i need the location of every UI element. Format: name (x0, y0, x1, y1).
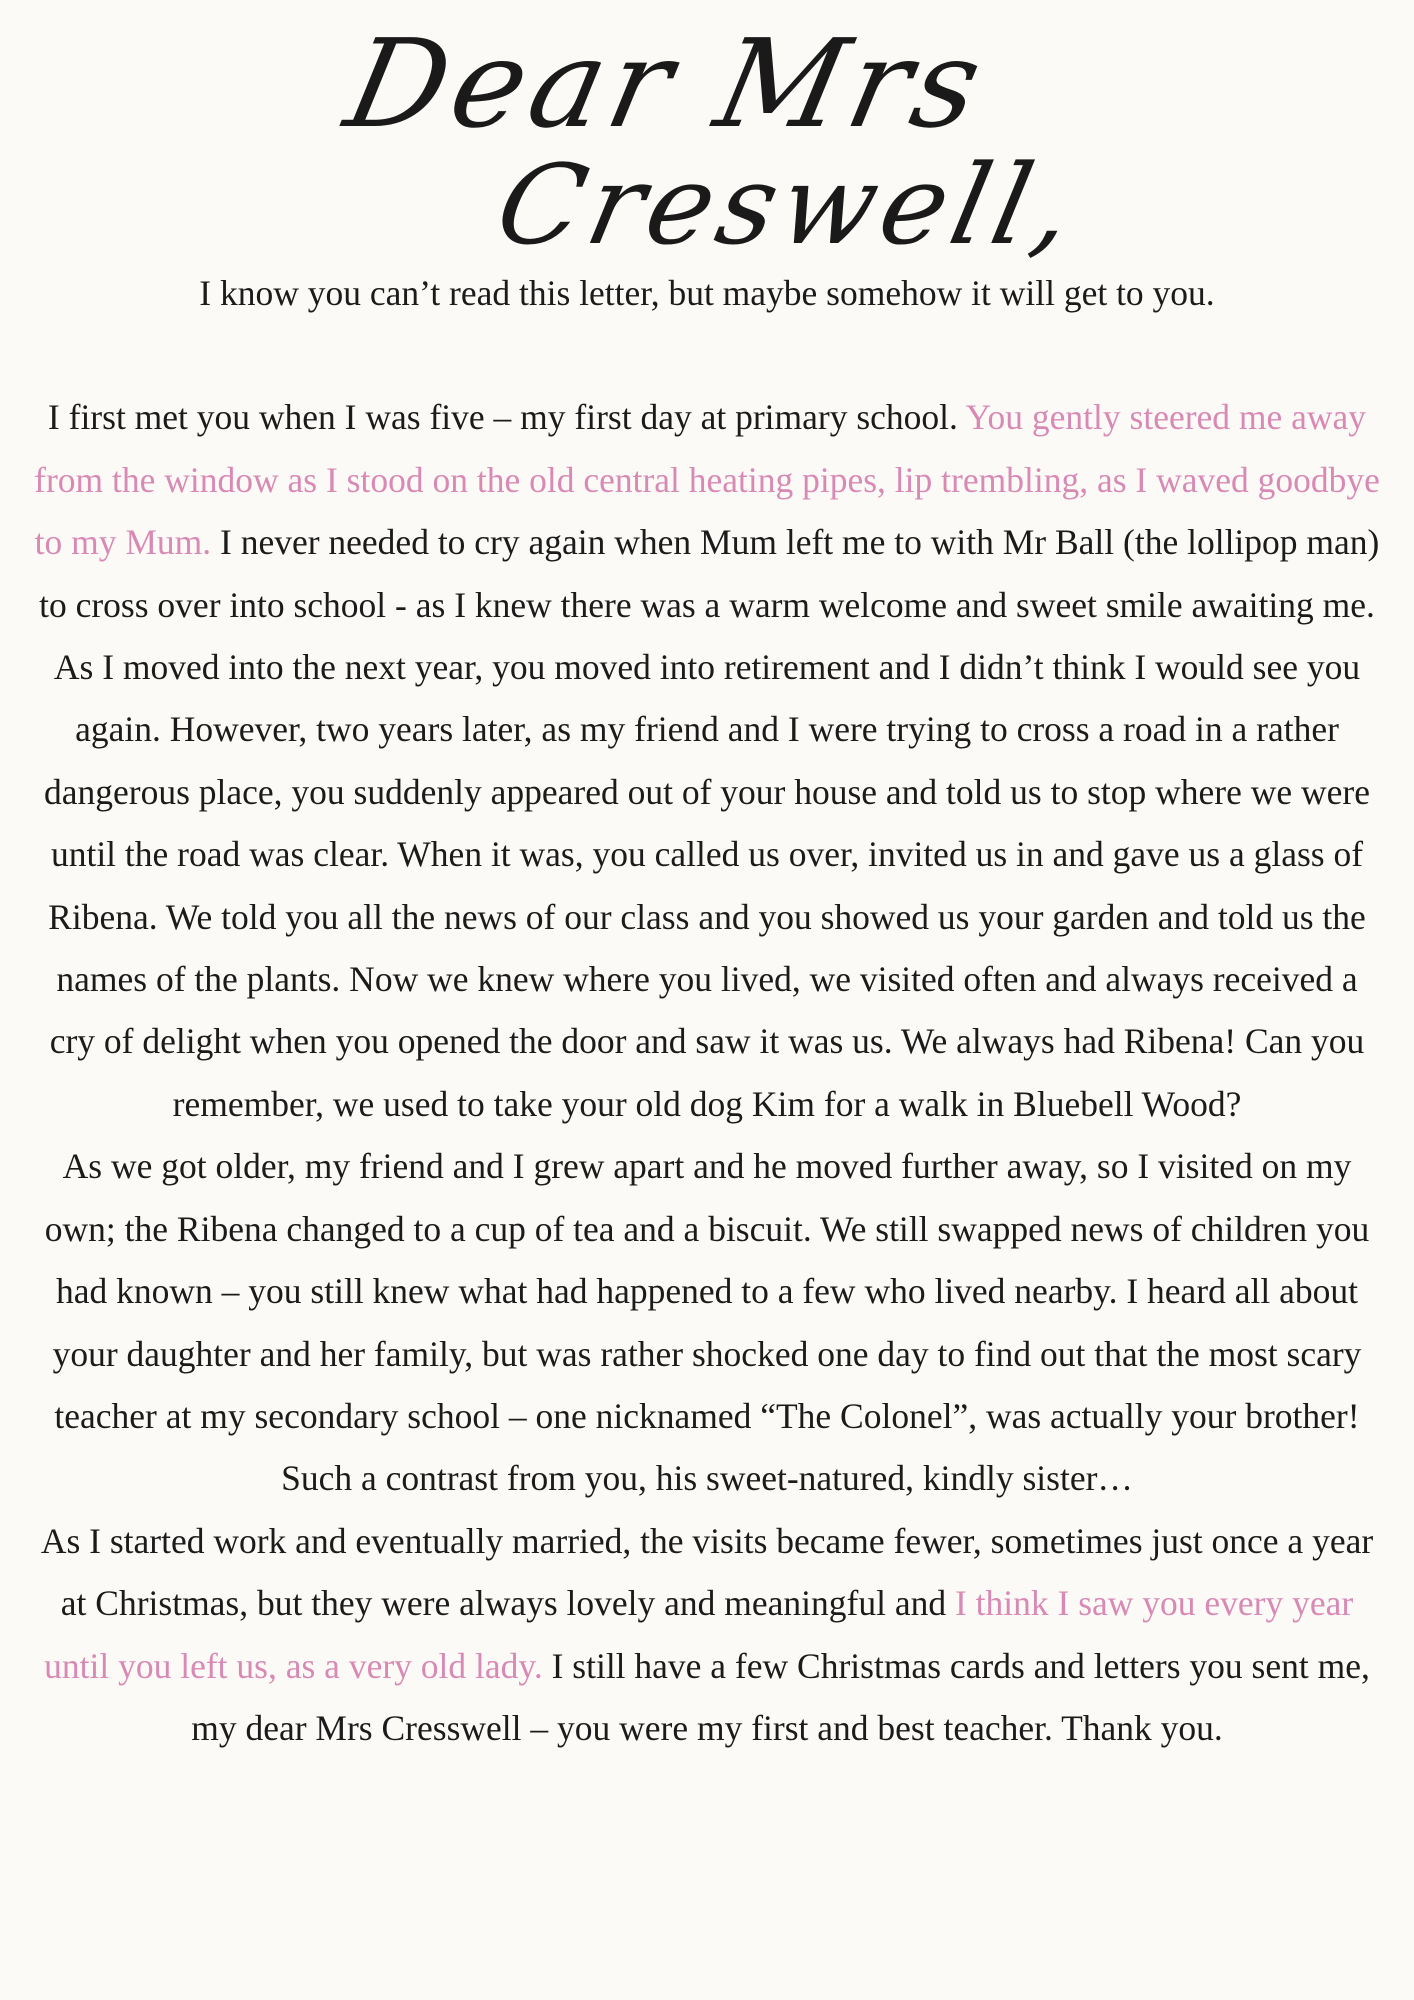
highlighted-memory: You gently steered me away from the window as I stood on the old central heating pipes, lip trembling, as I waved goodbye to my Mum. (34, 397, 1380, 563)
letter-body (30, 262, 1384, 1759)
lollipop-man-text: I never needed to cry again when Mum left me to with Mr Ball (the lollipop man) to cross over into school - as I knew there was a warm welcome and sweet smile awaiting me. (39, 522, 1380, 625)
first-day-text: I first met you when I was five – my first day at primary school. (47, 397, 958, 438)
letter-heading (0, 0, 1414, 300)
intro-paragraph: I know you can’t read this letter, but maybe somehow it will get to you. (199, 273, 1215, 313)
closing-text: I still have a few Christmas cards and letters you sent me, my dear Mrs Cresswell – you were my first and best teacher. Thank you. (191, 1645, 1370, 1748)
later-years-text: As I started work and eventually married, the visits became fewer, sometimes just once a year at Christmas, but they were always lovely and meaningful and (40, 1520, 1374, 1624)
highlighted-last-visits: I think I saw you every year until you left us, as a very old lady. (44, 1583, 1354, 1686)
heading-line-1: Dear Mrs (334, 13, 999, 155)
paragraph-growing-up: As we got older, my friend and I grew apart and he moved further away, so I visited on my own; the Ribena changed to a cup of tea and a biscuit. We still swapped news of children you had known – you still knew what had happened to a few who lived nearby. I heard all about your daughter and her family, but was rather shocked one day to find out that the most scary teacher at my secondary school – one nicknamed “The Colonel”, was actually your brother! Such a contrast from you, his sweet-natured, kindly sister… (44, 1146, 1370, 1499)
heading-line-2: Creswell, (486, 141, 1091, 269)
paragraph-first-day (30, 386, 1384, 636)
paragraph-gap (30, 324, 1384, 386)
paragraph-retirement: As I moved into the next year, you moved into retirement and I didn’t think I would see you again. However, two years later, as my friend and I were trying to cross a road in a rather dangerous place, you suddenly appeared out of your house and told us to stop where we were until the road was clear. When it was, you called us over, invited us in and gave us a glass of Ribena. We told you all the news of our class and you showed us your garden and told us the names of the plants. Now we knew where you lived, we visited often and always received a cry of delight when you opened the door and saw it was us. We always had Ribena! Can you remember, we used to take your old dog Kim for a walk in Bluebell Wood? (44, 647, 1370, 1124)
paragraph-later-years (30, 1510, 1384, 1760)
